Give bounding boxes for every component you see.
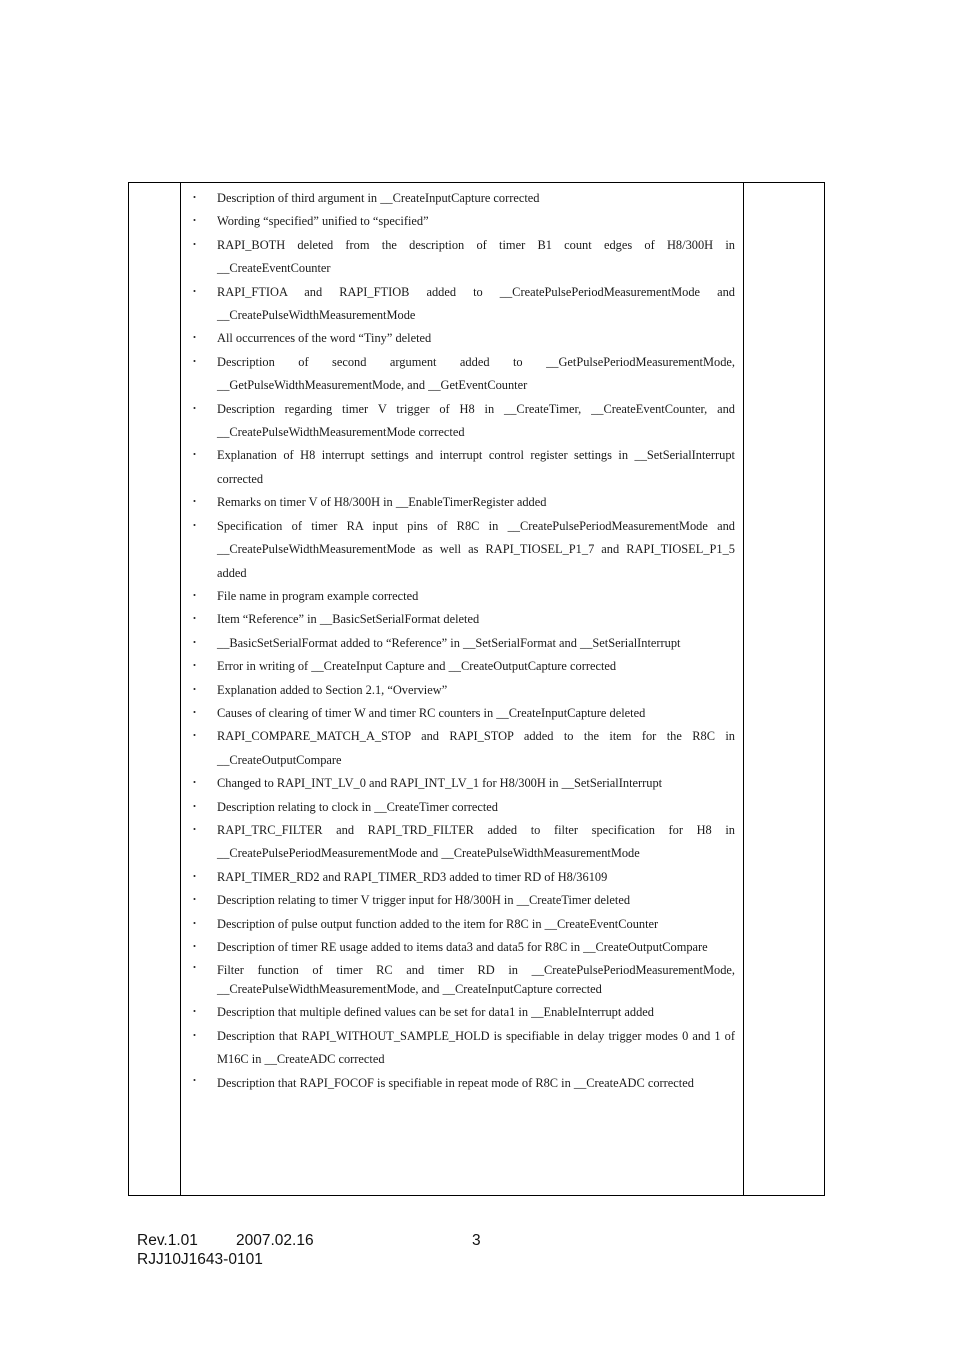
revision-list-item <box>189 491 735 514</box>
bullet-icon: ・ <box>189 519 200 532</box>
revision-item-text: RAPI_BOTH deleted from the description of timer B1 count edges of H8/300H in __CreateEventCounter <box>217 237 735 276</box>
bullet-icon: ・ <box>189 636 200 649</box>
revision-list-item <box>189 608 735 631</box>
revision-item-text: Description relating to clock in __CreateTimer corrected <box>217 799 498 814</box>
bullet-icon: ・ <box>189 355 200 368</box>
revision-list-item <box>189 889 735 912</box>
revision-list-item <box>189 655 735 678</box>
revision-list-item <box>189 351 735 398</box>
revision-item-text: Description of third argument in __CreateInputCapture corrected <box>217 191 540 205</box>
footer-date: 2007.02.16 <box>236 1232 314 1249</box>
revision-list-item <box>189 796 735 819</box>
revision-item-text: RAPI_TIMER_RD2 and RAPI_TIMER_RD3 added to timer RD of H8/36109 <box>217 869 608 884</box>
footer-page-number: 3 <box>472 1232 481 1249</box>
bullet-icon: ・ <box>189 1029 200 1042</box>
bullet-icon: ・ <box>189 402 200 415</box>
revision-list-item <box>189 210 735 233</box>
revision-item-text: Error in writing of __CreateInput Capture and __CreateOutputCapture corrected <box>217 659 617 674</box>
bullet-icon: ・ <box>189 823 200 836</box>
revision-list <box>189 187 735 1095</box>
bullet-icon: ・ <box>189 777 200 790</box>
revision-list-item <box>189 866 735 889</box>
bullet-icon: ・ <box>189 332 200 345</box>
revision-item-text: Description relating to timer V trigger input for H8/300H in __CreateTimer deleted <box>217 893 631 908</box>
revision-list-item <box>189 679 735 702</box>
revision-item-text: Remarks on timer V of H8/300H in __EnableTimerRegister added <box>217 495 547 510</box>
revision-item-text: File name in program example corrected <box>217 588 419 603</box>
revision-list-item <box>189 1072 735 1095</box>
revision-list-item <box>189 585 735 608</box>
revision-list-item <box>189 1025 735 1072</box>
revision-item-text: Explanation added to Section 2.1, “Overview” <box>217 682 448 697</box>
bullet-icon: ・ <box>189 1006 200 1019</box>
footer-document-number: RJJ10J1643-0101 <box>137 1251 263 1268</box>
bullet-icon: ・ <box>189 941 200 953</box>
bullet-icon: ・ <box>189 706 200 719</box>
revision-list-item <box>189 959 735 1001</box>
bullet-icon: ・ <box>189 496 200 509</box>
revision-item-text: Description that RAPI_WITHOUT_SAMPLE_HOLD is specifiable in delay trigger modes 0 and 1 of M16C in __CreateADC corrected <box>217 1028 735 1067</box>
bullet-icon: ・ <box>189 730 200 743</box>
revision-list-item <box>189 187 735 210</box>
revision-item-text: Specification of timer RA input pins of R8C in __CreatePulsePeriodMeasurementMode and __CreatePulseWidthMeasurementMode as well as RAPI_TIOSEL_P1_7 and RAPI_TIOSEL_P1_5 added <box>217 518 735 580</box>
bullet-icon: ・ <box>189 192 200 204</box>
revision-list-item <box>189 327 735 350</box>
revision-item-text: Changed to RAPI_INT_LV_0 and RAPI_INT_LV_1 for H8/300H in __SetSerialInterrupt <box>217 776 663 791</box>
revision-item-text: Description of pulse output function added to the item for R8C in __CreateEventCounter <box>217 916 659 931</box>
revision-list-item <box>189 398 735 445</box>
bullet-icon: ・ <box>189 238 200 251</box>
table-right-column-divider <box>743 183 744 1195</box>
revision-list-item <box>189 913 735 936</box>
revision-item-text: Description of timer RE usage added to items data3 and data5 for R8C in __CreateOutputCompare <box>217 940 708 954</box>
revision-list-item <box>189 1001 735 1024</box>
revision-item-text: RAPI_FTIOA and RAPI_FTIOB added to __CreatePulsePeriodMeasurementMode and __CreatePulseWidthMeasurementMode <box>217 284 735 323</box>
revision-list-item <box>189 772 735 795</box>
bullet-icon: ・ <box>189 962 200 975</box>
revision-list-item <box>189 725 735 772</box>
revision-item-text: RAPI_TRC_FILTER and RAPI_TRD_FILTER added to filter specification for H8 in __CreatePulsePeriodMeasurementMode and __CreatePulseWidthMeasurementMode <box>217 822 735 861</box>
bullet-icon: ・ <box>189 917 200 930</box>
revision-item-text: RAPI_COMPARE_MATCH_A_STOP and RAPI_STOP added to the item for the R8C in __CreateOutputCompare <box>217 729 735 767</box>
revision-item-text: Item “Reference” in __BasicSetSerialFormat deleted <box>217 612 480 627</box>
bullet-icon: ・ <box>189 215 200 228</box>
revision-item-text: Explanation of H8 interrupt settings and interrupt control register settings in __SetSerialInterrupt corrected <box>217 448 735 486</box>
bullet-icon: ・ <box>189 449 200 462</box>
bullet-icon: ・ <box>189 800 200 813</box>
revision-table <box>128 182 825 1196</box>
bullet-icon: ・ <box>189 894 200 907</box>
revision-list-item <box>189 632 735 655</box>
footer-revision: Rev.1.01 <box>137 1232 198 1249</box>
bullet-icon: ・ <box>189 613 200 626</box>
revision-list-item <box>189 702 735 725</box>
revision-list-item <box>189 936 735 959</box>
revision-item-text: Filter function of timer RC and timer RD in __CreatePulsePeriodMeasurementMode, __CreatePulseWidthMeasurementMode, and __CreateInputCapture corrected <box>217 963 735 997</box>
revision-item-text: __BasicSetSerialFormat added to “Reference” in __SetSerialFormat and __SetSerialInterrupt <box>217 635 681 650</box>
table-left-column-divider <box>180 183 181 1195</box>
revision-list-item <box>189 444 735 491</box>
revision-list-item <box>189 819 735 866</box>
revision-item-text: Causes of clearing of timer W and timer RC counters in __CreateInputCapture deleted <box>217 705 646 720</box>
bullet-icon: ・ <box>189 589 200 602</box>
revision-item-text: Description that multiple defined values can be set for data1 in __EnableInterrupt added <box>217 1005 654 1020</box>
bullet-icon: ・ <box>189 285 200 298</box>
revision-item-text: All occurrences of the word “Tiny” deleted <box>217 331 432 346</box>
revision-list-item <box>189 515 735 585</box>
bullet-icon: ・ <box>189 1074 200 1087</box>
revision-list-item <box>189 281 735 328</box>
revision-item-text: Wording “specified” unified to “specified” <box>217 214 429 229</box>
bullet-icon: ・ <box>189 870 200 883</box>
bullet-icon: ・ <box>189 660 200 673</box>
revision-item-text: Description regarding timer V trigger of H8 in __CreateTimer, __CreateEventCounter, and __CreatePulseWidthMeasurementMode corrected <box>217 401 735 440</box>
bullet-icon: ・ <box>189 683 200 696</box>
revision-list-item <box>189 234 735 281</box>
revision-item-text: Description of second argument added to __GetPulsePeriodMeasurementMode, __GetPulseWidthMeasurementMode, and __GetEventCounter <box>217 354 735 393</box>
revision-item-text: Description that RAPI_FOCOF is specifiable in repeat mode of R8C in __CreateADC corrected <box>217 1075 694 1090</box>
